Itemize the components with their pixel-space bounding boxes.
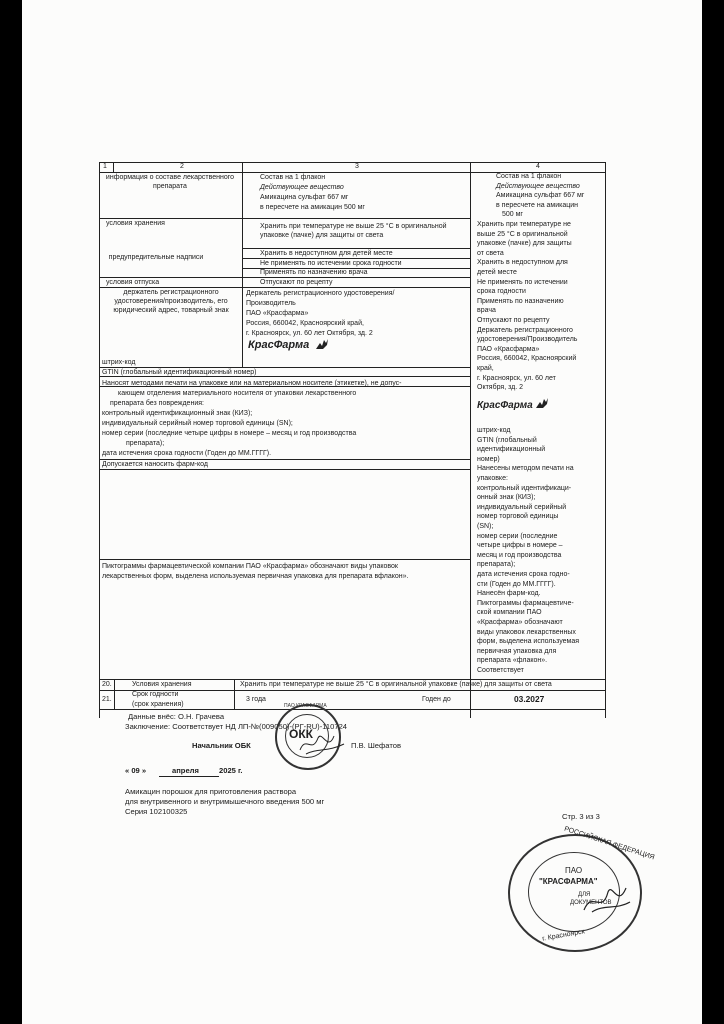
page-number: Стр. 3 из 3 xyxy=(562,812,600,821)
col4-line: месяц и год производства xyxy=(477,551,562,559)
composition-line-2: Действующее вещество xyxy=(260,184,344,191)
okk-stamp-ring-text: ПАО КРАСФАРМА xyxy=(284,703,327,709)
col4-line: Октября, зд. 2 xyxy=(477,384,524,392)
col4-line: четыре цифры в номере – xyxy=(477,542,563,550)
row-divider xyxy=(99,469,471,470)
printing-line-3: препарата без повреждения: xyxy=(110,400,204,407)
composition-line-4: в пересчете на амикацин 500 мг xyxy=(260,204,365,211)
expiry-date: 03.2027 xyxy=(514,694,545,704)
holder-line-3: ПАО «Красфарма» xyxy=(246,310,309,317)
col4-line: упаковке: xyxy=(477,475,508,482)
pharmacode-label: Допускается наносить фарм-код xyxy=(102,461,208,468)
col4-line: край, xyxy=(477,365,494,372)
col4-line: номер торговой единицы xyxy=(477,513,559,521)
col4-line: Действующее вещество xyxy=(496,182,580,190)
col-number-4: 4 xyxy=(536,163,540,170)
col4-line: онный знак (КИЗ); xyxy=(477,494,536,502)
col4-line: контрольный идентификаци- xyxy=(477,484,572,492)
col4-line: ПАО «Красфарма» xyxy=(477,345,540,353)
row20-text: Хранить при температуре не выше 25 °С в оригинальной упаковке (пачке) для защиты от света xyxy=(240,681,552,688)
printing-line-2: кающем отделения материального носителя от упаковки лекарственного xyxy=(118,390,357,397)
col4-line: Состав на 1 флакон xyxy=(496,173,562,180)
col4-line: от света xyxy=(477,249,504,257)
label-storage: условия хранения xyxy=(106,220,165,227)
dispensing-text: Отпускают по рецепту xyxy=(260,279,333,286)
col4-line: врача xyxy=(477,307,496,315)
gtin-label: GTIN (глобальный идентификационный номер) xyxy=(102,369,257,376)
warning-3: Применять по назначению врача xyxy=(260,269,368,276)
krasfarma-logo: КрасФарма xyxy=(248,339,310,351)
seal-inner-4: ДОКУМЕНТОВ xyxy=(570,900,612,906)
col4-line: 500 мг xyxy=(502,211,523,219)
col4-line: срока годности xyxy=(477,288,526,296)
date-day: « 09 » xyxy=(125,766,147,775)
label-warnings: предупредительные надписи xyxy=(108,254,204,261)
printing-line-1: Наносят методами печати на упаковке или на материальном носителе (этикетке), не допус- xyxy=(102,380,402,387)
col4-line: Не применять по истечении xyxy=(477,278,568,286)
seal-inner-1: ПАО xyxy=(565,866,583,875)
table-bottom-border xyxy=(99,709,606,710)
label-col-divider xyxy=(234,679,235,710)
conclusion: Заключение: Соответствует НД ЛП-№(009050)-(РГ-RU)-110724 xyxy=(125,722,348,731)
composition-line-3: Амикацина сульфат 667 мг xyxy=(260,194,349,201)
holder-line-2: Производитель xyxy=(246,300,296,307)
seal-inner-2: "КРАСФАРМА" xyxy=(539,877,598,886)
analysis-by: Данные внёс: О.Н. Грачева xyxy=(128,712,225,721)
row21-label-1: Срок годности xyxy=(132,691,179,698)
col4-line: дата истечения срока годно- xyxy=(477,571,570,578)
storage-text: Хранить при температуре не выше 25 °С в оригинальной упаковке (пачке) для защиты от света xyxy=(260,223,447,239)
col4-line: (SN); xyxy=(477,523,494,530)
warning-1: Хранить в недоступном для детей месте xyxy=(260,250,393,257)
col4-line: г. Красноярск, ул. 60 лет xyxy=(477,374,556,382)
signature-scribble xyxy=(582,880,632,920)
col4-line: препарата «флакон». xyxy=(477,657,548,665)
expires-label: Годен до xyxy=(422,696,451,703)
row21-label-2: (срок хранения) xyxy=(132,701,184,708)
product-line-2: для внутривенного и внутримышечного введения 500 мг xyxy=(125,797,325,806)
col4-line: Применять по назначению xyxy=(477,297,564,305)
col4-line: индивидуальный серийный xyxy=(477,503,567,511)
label-dispensing: условия отпуска xyxy=(106,279,160,286)
table-left-border xyxy=(99,162,100,718)
col4-line: Нанесены методом печати на xyxy=(477,465,574,473)
shelf-life-years: 3 года xyxy=(246,696,266,703)
date-underline xyxy=(159,776,219,777)
composition-line-1: Состав на 1 флакон xyxy=(260,174,326,181)
printing-line-8: дата истечения срока годности (Годен до ММ.ГГГГ). xyxy=(102,450,272,457)
col1-divider xyxy=(113,162,114,172)
col4-line: детей месте xyxy=(477,269,517,276)
seal-ring-bottom: г. Красноярск xyxy=(541,928,586,943)
col4-line: упаковке (пачке) для защиты xyxy=(477,240,572,248)
head-name: П.В. Шефатов xyxy=(351,741,401,750)
seal-ring-top: РОССИЙСКАЯ ФЕДЕРАЦИЯ xyxy=(563,825,656,862)
krasfarma-deer-icon xyxy=(314,337,330,351)
col4-line: выше 25 °С в оригинальной xyxy=(477,230,568,238)
col4-line: Хранить при температуре не xyxy=(477,221,571,228)
document-page xyxy=(22,0,702,1024)
signature-head xyxy=(298,730,348,760)
label-composition: информация о составе лекарственного препарата xyxy=(105,174,235,190)
warning-2: Не применять по истечении срока годности xyxy=(260,260,402,267)
col4-line: Хранить в недоступном для xyxy=(477,259,568,267)
row20-label: Условия хранения xyxy=(132,681,192,688)
holder-line-5: г. Красноярск, ул. 60 лет Октября, зд. 2 xyxy=(246,330,373,337)
col4-line: идентификационный xyxy=(477,446,546,454)
table-top-border xyxy=(99,162,606,163)
krasfarma-logo-col4: КрасФарма xyxy=(477,400,533,411)
okk-stamp-text: ОКК xyxy=(289,727,313,741)
col4-line: Соответствует xyxy=(477,667,524,674)
col4-line: первичная упаковка для xyxy=(477,647,557,655)
holder-line-1: Держатель регистрационного удостоверения/ xyxy=(246,290,395,297)
col4-line: удостоверения/Производитель xyxy=(477,336,578,344)
col4-line: Нанесён фарм-код. xyxy=(477,590,541,598)
col-number-1: 1 xyxy=(103,163,107,170)
col4-line: GTIN (глобальный xyxy=(477,436,537,444)
col-number-2: 2 xyxy=(180,163,184,170)
barcode-label: штрих-код xyxy=(102,359,136,366)
printing-line-5: индивидуальный серийный номер торговой единицы (SN); xyxy=(102,420,293,427)
col4-line: Пиктограммы фармацевтиче- xyxy=(477,599,574,607)
col4-line: штрих-код xyxy=(477,427,511,434)
printing-line-7: препарата); xyxy=(126,440,165,447)
col4-line: препарата); xyxy=(477,561,516,569)
col4-line: «Красфарма» обозначают xyxy=(477,619,563,626)
table-right-border xyxy=(605,162,606,718)
col4-line: номер серии (последние xyxy=(477,532,558,540)
label-holder: держатель регистрационного удостоверения/производитель, его юридический адрес, товарный знак xyxy=(113,289,229,314)
printing-line-6: номер серии (последние четыре цифры в номере – месяц и год производства xyxy=(102,430,357,437)
pictograms-line-1: Пиктограммы фармацевтической компании ПАО «Красфарма» обозначают виды упаковок xyxy=(102,563,398,570)
expiry-col-divider xyxy=(470,690,471,710)
pictograms-line-2: лекарственных форм, выделена используемая первичная упаковка для препарата вфлакон». xyxy=(102,573,409,580)
col4-line: Россия, 660042, Красноярский xyxy=(477,355,577,363)
row20-number: 20. xyxy=(102,681,112,688)
row21-number: 21. xyxy=(102,696,112,703)
printing-line-4: контрольный идентификационный знак (КИЗ); xyxy=(102,410,253,417)
col4-line: Держатель регистрационного xyxy=(477,326,573,334)
date-month: апреля xyxy=(172,766,199,775)
col-number-3: 3 xyxy=(355,163,359,170)
col4-line: Отпускают по рецепту xyxy=(477,317,550,324)
col4-line: Амикацина сульфат 667 мг xyxy=(496,192,585,200)
product-line-1: Амикацин порошок для приготовления раствора xyxy=(125,787,297,796)
date-year: 2025 г. xyxy=(219,766,243,775)
col4-line: виды упаковок лекарственных xyxy=(477,628,576,636)
seal-inner-3: ДЛЯ xyxy=(578,892,591,898)
col4-line: сти (Годен до ММ.ГГГГ). xyxy=(477,580,556,588)
col4-line: ской компании ПАО xyxy=(477,609,542,617)
row-divider xyxy=(99,559,471,560)
col4-line: номер) xyxy=(477,455,500,463)
col4-line: форм, выделена используемая xyxy=(477,638,580,646)
krasfarma-deer-icon-col4 xyxy=(534,396,548,410)
head-title: Начальник ОБК xyxy=(192,741,251,750)
col4-line: в пересчете на амикацин xyxy=(496,201,579,209)
holder-line-4: Россия, 660042, Красноярский край, xyxy=(246,320,364,327)
series: Серия 102100325 xyxy=(125,807,188,816)
col2-divider xyxy=(242,162,243,367)
col3-divider xyxy=(470,162,471,718)
num-col-divider xyxy=(114,679,115,710)
